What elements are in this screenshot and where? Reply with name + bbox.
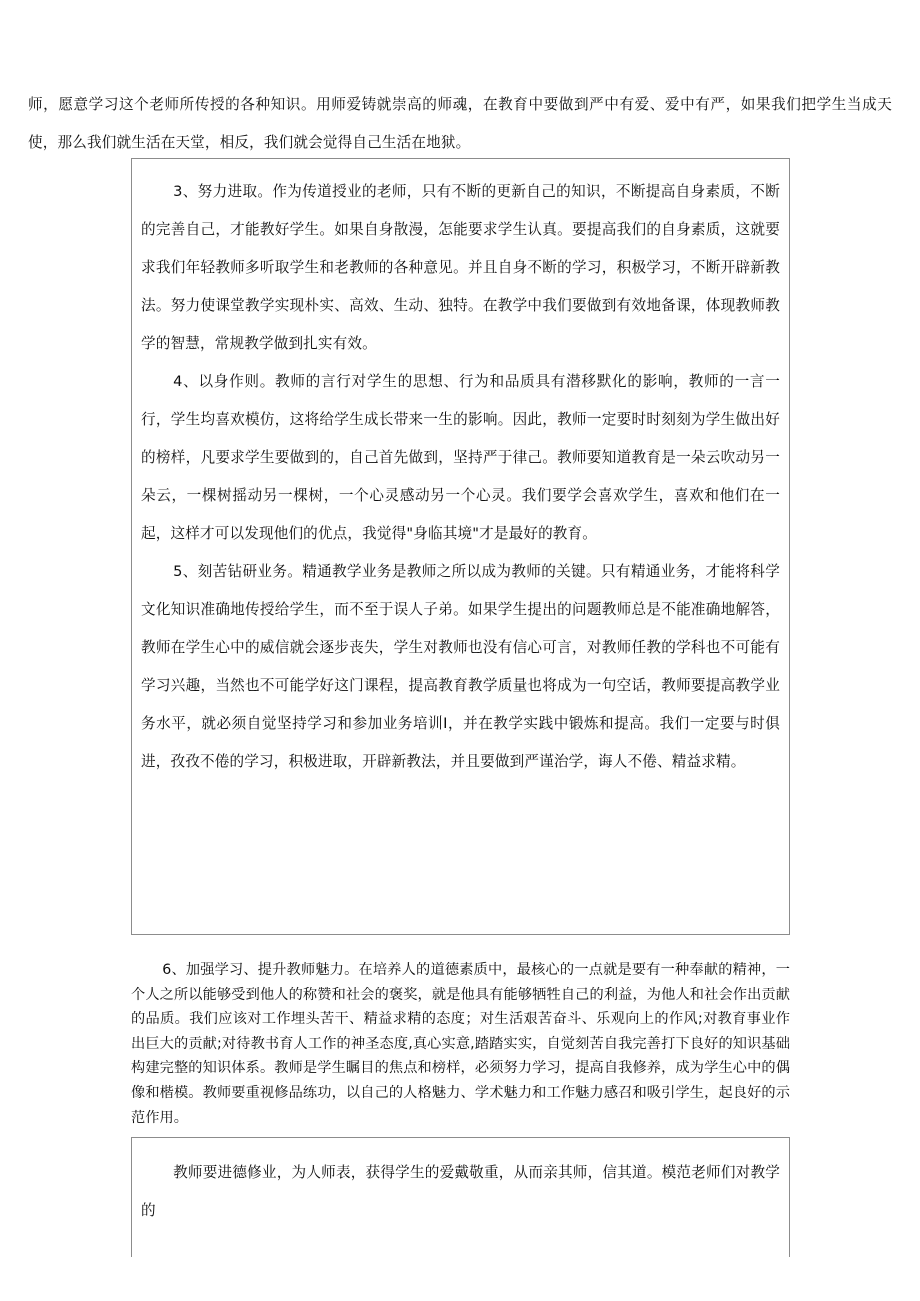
paragraph-section-4: 4、以身作则。教师的言行对学生的思想、行为和品质具有潜移默化的影响，教师的一言一行，学生均喜欢模仿，这将给学生成长带来一生的影响。因此，教师一定要时时刻刻为学生做出好的榜样，凡要求学生要做到的，自己首先做到，坚持严于律己。教师要知道教育是一朵云吹动另一朵云，一棵树摇动另一棵树，一个心灵感动另一个心灵。我们要学会喜欢学生，喜欢和他们在一起，这样才可以发现他们的优点，我觉得"身临其境"才是最好的教育。	[141, 373, 780, 542]
lead-paragraph-block	[28, 86, 892, 162]
bordered-text-block-two	[131, 1137, 790, 1257]
paragraph-closing: 教师要进德修业，为人师表，获得学生的爱戴敬重，从而亲其师，信其道。模范老师们对教学的	[141, 1164, 780, 1219]
middle-paragraph-block	[131, 958, 790, 1130]
paragraph-section-6: 6、加强学习、提升教师魅力。在培养人的道德素质中，最核心的一点就是要有一种奉献的精神，一个人之所以能够受到他人的称赞和社会的褒奖，就是他具有能够牺牲自己的利益，为他人和社会作出贡献的品质。我们应该对工作埋头苦干、精益求精的态度；对生活艰苦奋斗、乐观向上的作风;对教育事业作出巨大的贡献;对待教书育人工作的神圣态度,真心实意,踏踏实实，自觉刻苦自我完善打下良好的知识基础构建完整的知识体系。教师是学生瞩目的焦点和榜样，必须努力学习，提高自我修养，成为学生心中的偶像和楷模。教师要重视修品练功，以自己的人格魅力、学术魅力和工作魅力感召和吸引学生，起良好的示范作用。	[131, 962, 790, 1126]
paragraph-section-5: 5、刻苦钻研业务。精通教学业务是教师之所以成为教师的关键。只有精通业务，才能将科学文化知识准确地传授给学生，而不至于误人子弟。如果学生提出的问题教师总是不能准确地解答，教师在学生心中的威信就会逐步丧失，学生对教师也没有信心可言，对教师任教的学科也不可能有学习兴趣，当然也不可能学好这门课程，提高教育教学质量也将成为一句空话，教师要提高教学业务水平，就必须自觉坚持学习和参加业务培训I，并在教学实践中锻炼和提高。我们一定要与时俱进，孜孜不倦的学习，积极进取，开辟新教法，并且要做到严谨治学，诲人不倦、精益求精。	[141, 563, 780, 770]
lead-paragraph: 师，愿意学习这个老师所传授的各种知识。用师爱铸就崇高的师魂，在教育中要做到严中有爱、爱中有严，如果我们把学生当成天使，那么我们就生活在天堂，相反，我们就会觉得自己生活在地狱。	[28, 96, 892, 151]
bordered-text-block-one	[131, 158, 790, 935]
paragraph-section-3: 3、努力进取。作为传道授业的老师，只有不断的更新自己的知识，不断提高自身素质，不断的完善自己，才能教好学生。如果自身散漫，怎能要求学生认真。要提高我们的自身素质，这就要求我们年轻教师多听取学生和老教师的各种意见。并且自身不断的学习，积极学习，不断开辟新教法。努力使课堂教学实现朴实、高效、生动、独特。在教学中我们要做到有效地备课，体现教师教学的智慧，常规教学做到扎实有效。	[141, 183, 780, 352]
